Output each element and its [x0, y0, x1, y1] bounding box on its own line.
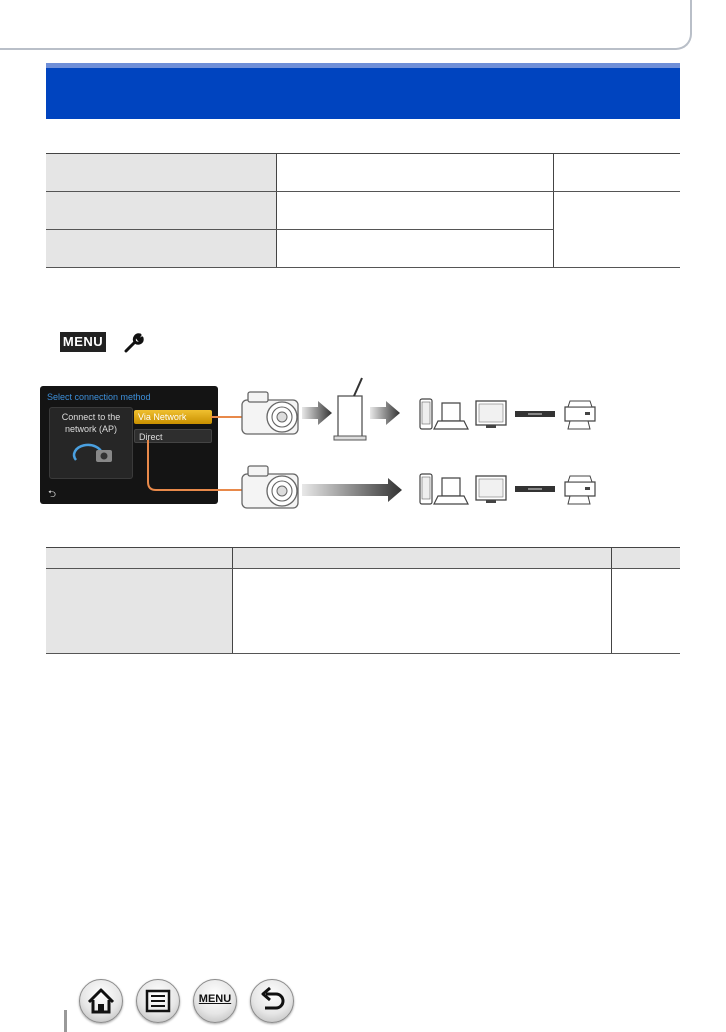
- network-icon: [50, 408, 132, 478]
- arrow-icon: [302, 401, 332, 425]
- contents-button[interactable]: [136, 979, 180, 1023]
- screen-title: Select connection method: [47, 392, 151, 402]
- panel-text: Connect to the network (AP): [61, 412, 121, 434]
- menu-chip: MENU: [60, 332, 106, 352]
- device-group: [420, 474, 595, 504]
- back-button[interactable]: [250, 979, 294, 1023]
- device-group: [420, 399, 595, 429]
- wrench-icon: [122, 330, 146, 354]
- arrow-icon: [302, 478, 402, 502]
- camera-icon: [242, 466, 298, 508]
- back-icon: [251, 980, 293, 1022]
- section-title-bar: [46, 63, 680, 119]
- router-icon: [334, 378, 366, 440]
- back-icon[interactable]: ⮌: [48, 489, 57, 500]
- info-panel: [49, 407, 133, 479]
- page-corner-frame: [0, 0, 692, 50]
- table-row: [46, 569, 680, 654]
- direct-option[interactable]: Direct: [134, 429, 212, 443]
- table-row: [46, 548, 680, 569]
- menu-button[interactable]: [193, 979, 237, 1023]
- contents-icon: [137, 980, 179, 1022]
- home-icon: [80, 980, 122, 1022]
- camera-screen: [40, 386, 218, 504]
- settings-table: [46, 547, 680, 654]
- via-network-option[interactable]: Via Network: [134, 410, 212, 424]
- margin-bar: [64, 1010, 67, 1032]
- camera-icon: [242, 392, 298, 434]
- arrow-icon: [370, 401, 400, 425]
- menu-icon: MENU: [198, 993, 232, 1005]
- table-row: [46, 154, 680, 192]
- home-button[interactable]: [79, 979, 123, 1023]
- table-row: [46, 192, 680, 230]
- connection-table: [46, 153, 680, 268]
